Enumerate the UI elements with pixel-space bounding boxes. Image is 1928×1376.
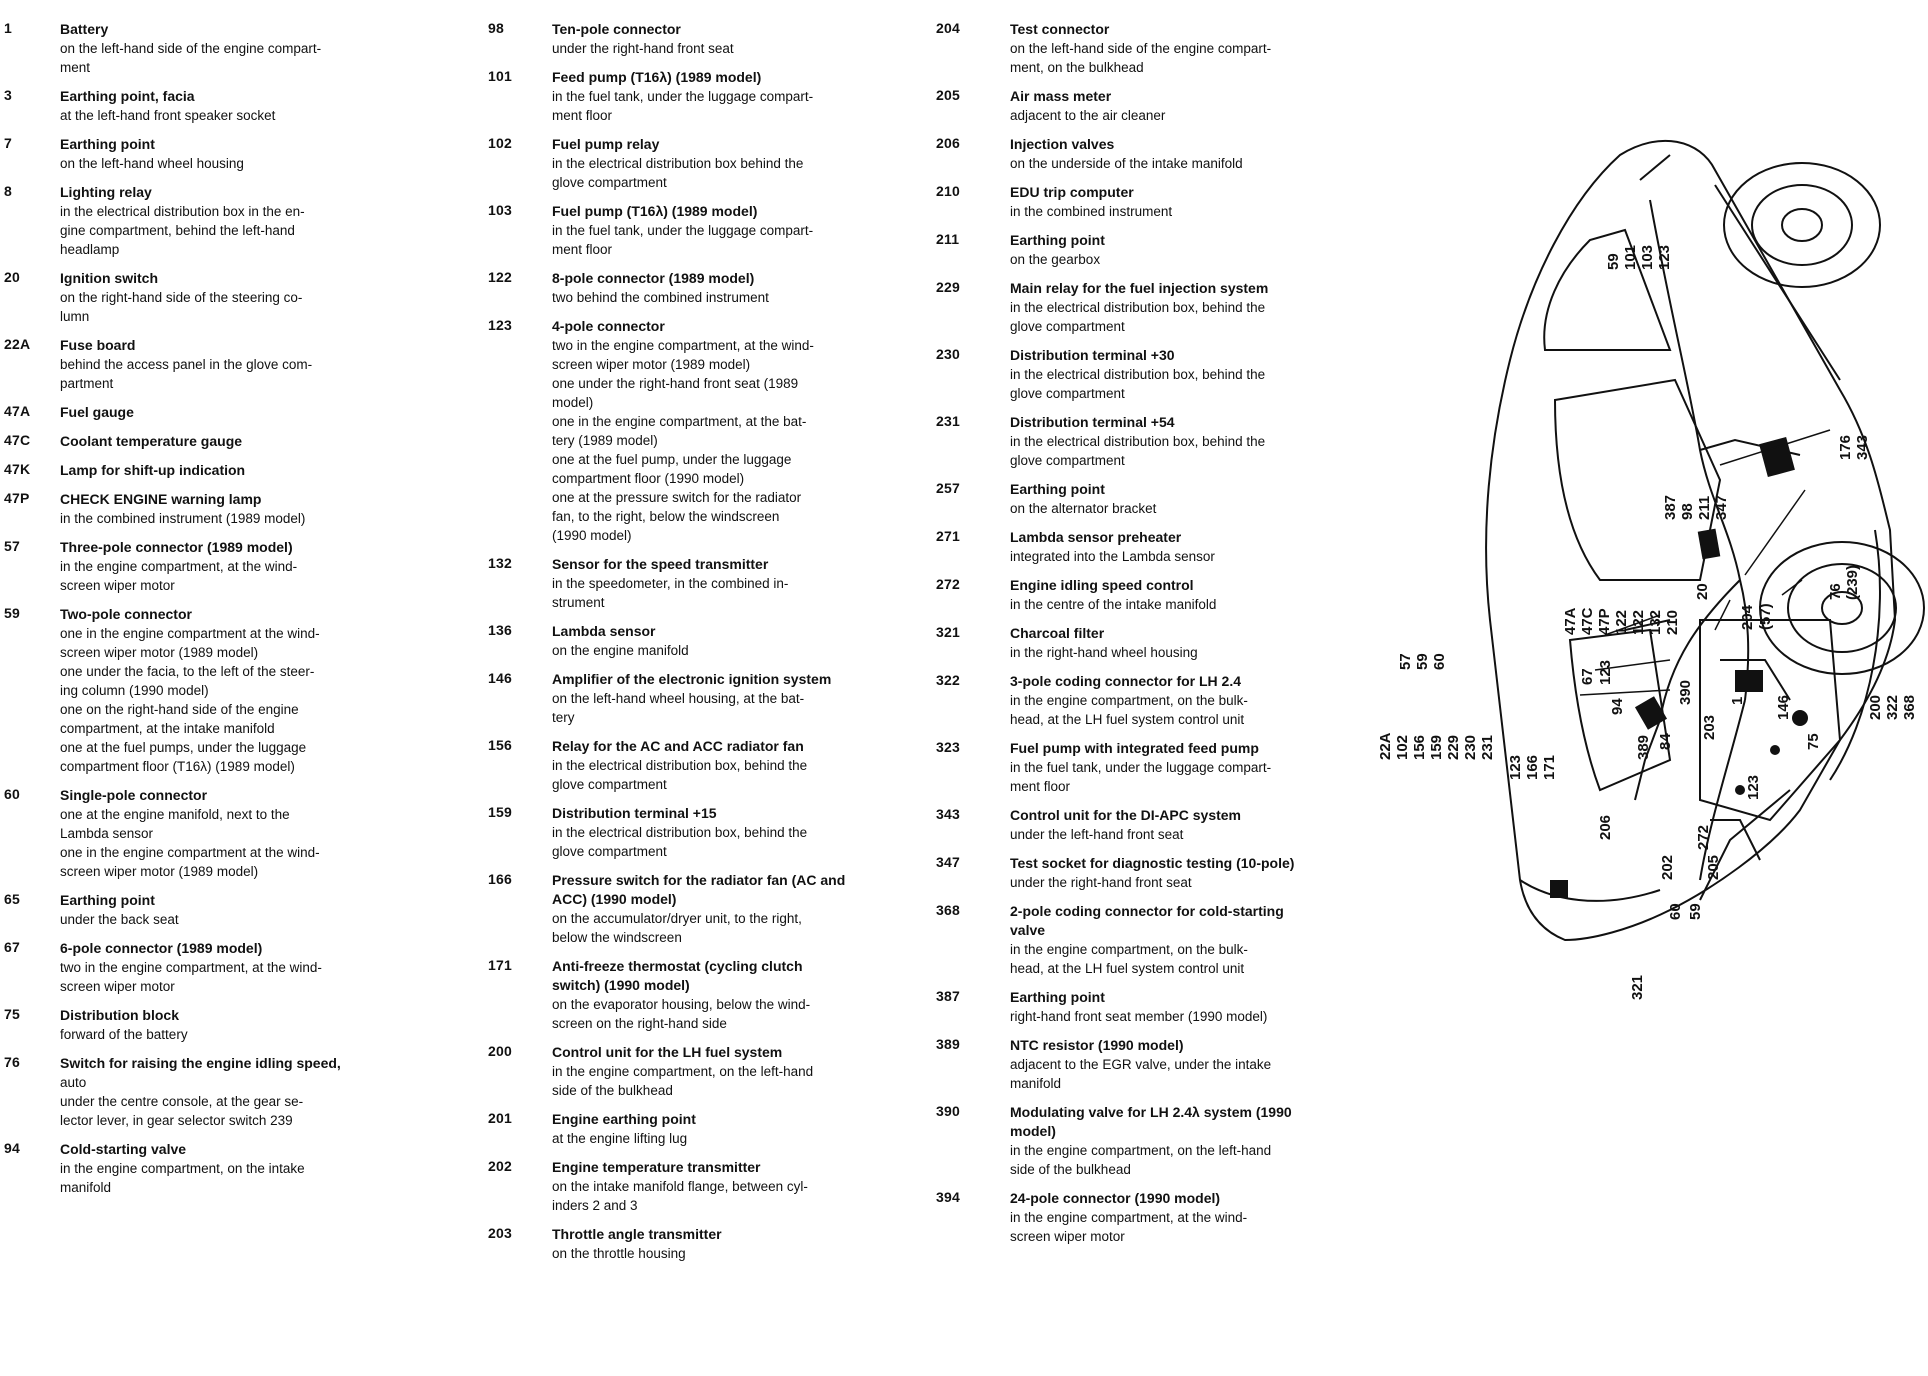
legend-entry-title: Feed pump (T16λ) (1989 model): [552, 69, 762, 85]
callout-label: 231: [1479, 734, 1496, 760]
legend-entry-title: Pressure switch for the radiator fan (AC and ACC) (1990 model): [552, 872, 846, 907]
label-390: 390: [1677, 679, 1694, 705]
legend-entry-location: on the engine manifold: [552, 643, 689, 658]
label-123c: 123: [1745, 774, 1762, 800]
legend-entry: [0, 183, 420, 259]
legend-entry-title: Fuse board: [60, 337, 136, 353]
legend-entry-location: adjacent to the EGR valve, under the intake manifold: [1010, 1057, 1272, 1091]
callout-label: 102: [1394, 734, 1411, 760]
legend-entry-number: 98: [488, 20, 504, 36]
legend-entry-title: Fuel pump with integrated feed pump: [1010, 740, 1259, 756]
legend-entry: [934, 413, 1364, 470]
legend-entry: [478, 1110, 908, 1148]
label-389: 389: [1635, 734, 1652, 760]
legend-entry-location: right-hand front seat member (1990 model): [1010, 1009, 1268, 1024]
legend-entry: [478, 317, 908, 545]
legend-entry-location: in the combined instrument: [1010, 204, 1173, 219]
legend-entry-title: Sensor for the speed transmitter: [552, 556, 769, 572]
legend-entry-location: integrated into the Lambda sensor: [1010, 549, 1215, 564]
legend-entry-title: Amplifier of the electronic ignition system: [552, 671, 832, 687]
callout-label: 211: [1696, 495, 1713, 520]
label-321: 321: [1629, 974, 1646, 1000]
legend-entry-title: Earthing point: [60, 136, 155, 152]
callout-label: 101: [1622, 244, 1639, 270]
legend-entry-location: in the right-hand wheel housing: [1010, 645, 1198, 660]
legend-entry: [934, 1103, 1364, 1179]
callout-label: 76: [1827, 583, 1844, 600]
legend-entry-title: 3-pole coding connector for LH 2.4: [1010, 673, 1242, 689]
legend-entry: [934, 346, 1364, 403]
callout-label: 171: [1541, 754, 1558, 780]
label-60b: 60: [1667, 903, 1684, 920]
legend-entry-title: Lighting relay: [60, 184, 152, 200]
legend-entry-title: Distribution terminal +15: [552, 805, 717, 821]
legend-entry-location: at the engine lifting lug: [552, 1131, 688, 1146]
legend-entry: [0, 538, 420, 595]
callout-label: 156: [1411, 734, 1428, 760]
callout-label: 22A: [1377, 732, 1394, 760]
label-57-paren: (57): [1757, 603, 1774, 630]
legend-entry-number: 205: [936, 87, 960, 103]
callout-label: 123: [1656, 244, 1673, 270]
label-205: 205: [1705, 854, 1722, 880]
legend-entry: [0, 605, 420, 776]
callout-label: 47A: [1562, 607, 1579, 635]
callout-label: 200: [1867, 694, 1884, 720]
car-wiring-location-diagram: [1370, 60, 1928, 1080]
legend-entry-location: in the engine compartment, on the bulk- head, at the LH fuel system control unit: [1010, 693, 1248, 727]
legend-entry: [478, 871, 908, 947]
legend-entry-location: in the electrical distribution box, behind the glove compartment: [1010, 300, 1266, 334]
car-outline-svg: [1370, 60, 1928, 1080]
legend-entry-location: in the engine compartment, at the wind- screen wiper motor: [1010, 1210, 1248, 1244]
legend-entry: [478, 20, 908, 58]
legend-entry-number: 389: [936, 1036, 960, 1052]
legend-entry-title: Lamp for shift-up indication: [60, 462, 246, 478]
legend-entry-location: on the left-hand wheel housing: [60, 156, 244, 171]
legend-entry-number: 257: [936, 480, 960, 496]
legend-entry: [0, 461, 420, 480]
legend-entry-location: on the underside of the intake manifold: [1010, 156, 1243, 171]
legend-entry-number: 211: [936, 231, 960, 247]
legend-entry-title: Main relay for the fuel injection system: [1010, 280, 1269, 296]
legend-entry-title: Switch for raising the engine idling speed,: [60, 1055, 341, 1071]
legend-entry-number: 390: [936, 1103, 960, 1119]
legend-entry-number: 94: [4, 1140, 20, 1156]
legend-entry-location: on the gearbox: [1010, 252, 1101, 267]
callout-label: 159: [1428, 734, 1445, 760]
legend-entry-title: Air mass meter: [1010, 88, 1112, 104]
label-group-123-166-171: [1507, 755, 1558, 780]
legend-entry-location: on the throttle housing: [552, 1246, 686, 1261]
legend-entry: [0, 87, 420, 125]
label-group-47a-210: [1562, 607, 1681, 635]
label-20: 20: [1694, 583, 1711, 600]
legend-entry-number: 3: [4, 87, 12, 103]
legend-entry-number: 20: [4, 269, 20, 285]
legend-entry-title: Battery: [60, 21, 109, 37]
callout-label: (239): [1844, 564, 1861, 600]
label-202: 202: [1659, 854, 1676, 880]
legend-entry-location: in the engine compartment, on the left-hand side of the bulkhead: [552, 1064, 814, 1098]
label-84: 84: [1657, 733, 1674, 750]
legend-entry: [0, 891, 420, 929]
label-206: 206: [1597, 814, 1614, 840]
legend-entry-title: Two-pole connector: [60, 606, 192, 622]
legend-entry: [934, 902, 1364, 978]
legend-entry: [478, 555, 908, 612]
label-204: 204: [1739, 604, 1756, 630]
callout-label: 47P: [1596, 608, 1613, 635]
legend-entry-number: 47P: [4, 490, 30, 506]
legend-entry-number: 210: [936, 183, 960, 199]
legend-entry-location: two in the engine compartment, at the wind- screen wiper motor (1989 model) one under the right-hand front seat (1989 model) one in the engine compartment, at the bat- tery (1989 model) one at the fuel pump, under the luggage compartment floor (1990 model) one at the pressure switch for the radiator fan, to the right, below the windscreen (1990 model): [552, 338, 814, 543]
legend-entry-location: in the fuel tank, under the luggage compart- ment floor: [552, 89, 814, 123]
legend-entry-number: 76: [4, 1054, 20, 1070]
legend-entry: [0, 1054, 420, 1130]
legend-entry-number: 203: [488, 1225, 512, 1241]
legend-entry-title: Throttle angle transmitter: [552, 1226, 722, 1242]
legend-entry-number: 202: [488, 1158, 512, 1174]
legend-entry-location: in the centre of the intake manifold: [1010, 597, 1217, 612]
legend-entry-title: Distribution block: [60, 1007, 179, 1023]
legend-entry-number: 347: [936, 854, 960, 870]
legend-entry-title: Lambda sensor preheater: [1010, 529, 1182, 545]
callout-label: 229: [1445, 734, 1462, 760]
legend-entry-title: Ignition switch: [60, 270, 158, 286]
legend-entry-location: on the left-hand side of the engine compart- ment, on the bulkhead: [1010, 41, 1272, 75]
callout-label: 59: [1605, 253, 1622, 270]
legend-entry-number: 159: [488, 804, 512, 820]
legend-entry-title: 24-pole connector (1990 model): [1010, 1190, 1221, 1206]
legend-entry-title: Fuel pump relay: [552, 136, 660, 152]
legend-entry: [934, 231, 1364, 269]
legend-entry: [478, 269, 908, 307]
legend-entry-title: Anti-freeze thermostat (cycling clutch switch) (1990 model): [552, 958, 803, 993]
legend-entry-location: one at the engine manifold, next to the Lambda sensor one in the engine compartment at the wind- screen wiper motor (1989 model): [60, 807, 320, 879]
legend-entry-number: 1: [4, 20, 12, 36]
legend-entry: [478, 737, 908, 794]
legend-entry-number: 146: [488, 670, 512, 686]
legend-entry-number: 59: [4, 605, 20, 621]
legend-entry-title: Test socket for diagnostic testing (10-pole): [1010, 855, 1295, 871]
legend-entry-number: 8: [4, 183, 12, 199]
legend-column-3: [934, 20, 1364, 1256]
legend-entry-title: Earthing point: [1010, 481, 1105, 497]
legend-entry-title: Single-pole connector: [60, 787, 208, 803]
legend-entry: [934, 988, 1364, 1026]
legend-entry-number: 122: [488, 269, 512, 285]
legend-entry-title: Injection valves: [1010, 136, 1115, 152]
legend-entry-title: Engine temperature transmitter: [552, 1159, 761, 1175]
legend-entry-location: behind the access panel in the glove com- partment: [60, 357, 313, 391]
legend-entry: [934, 135, 1364, 173]
legend-entry-title: Fuel gauge: [60, 404, 134, 420]
legend-entry-number: 102: [488, 135, 512, 151]
label-203: 203: [1701, 714, 1718, 740]
legend-entry-number: 136: [488, 622, 512, 638]
legend-entry: [478, 1225, 908, 1263]
legend-entry-title: Three-pole connector (1989 model): [60, 539, 293, 555]
legend-entry-title: 8-pole connector (1989 model): [552, 270, 755, 286]
label-group-387-347: [1662, 495, 1730, 520]
callout-label: 59: [1414, 653, 1431, 670]
legend-entry-title: Earthing point: [1010, 232, 1105, 248]
label-group-22a: [1377, 732, 1496, 760]
legend-entry: [934, 806, 1364, 844]
legend-entry-number: 323: [936, 739, 960, 755]
legend-entry-location: in the combined instrument (1989 model): [60, 511, 306, 526]
label-272: 272: [1695, 824, 1712, 850]
label-94: 94: [1609, 698, 1626, 715]
legend-entry-location: in the electrical distribution box, behind the glove compartment: [1010, 367, 1266, 401]
legend-entry-number: 230: [936, 346, 960, 362]
legend-entry-number: 103: [488, 202, 512, 218]
callout-label: 230: [1462, 734, 1479, 760]
legend-entry: [934, 183, 1364, 221]
legend-entry-number: 47K: [4, 461, 31, 477]
legend-entry-number: 171: [488, 957, 512, 973]
legend-entry: [934, 854, 1364, 892]
label-67: 67: [1579, 668, 1596, 685]
label-group-176-343: [1837, 435, 1871, 460]
legend-entry: [0, 432, 420, 451]
legend-entry-location: in the engine compartment, on the bulk- head, at the LH fuel system control unit: [1010, 942, 1248, 976]
legend-entry-location: at the left-hand front speaker socket: [60, 108, 276, 123]
legend-entry-location: in the electrical distribution box, behind the glove compartment: [1010, 434, 1266, 468]
legend-entry: [0, 269, 420, 326]
legend-entry-location: in the electrical distribution box, behind the glove compartment: [552, 758, 808, 792]
legend-entry-title: Engine idling speed control: [1010, 577, 1194, 593]
callout-label: 103: [1639, 244, 1656, 270]
legend-entry-title: Lambda sensor: [552, 623, 656, 639]
legend-entry-title: Earthing point, facia: [60, 88, 195, 104]
callout-label: 347: [1713, 494, 1730, 520]
legend-entry-number: 75: [4, 1006, 20, 1022]
legend-entry-number: 206: [936, 135, 960, 151]
legend-column-1: [0, 20, 420, 1207]
legend-entry: [478, 68, 908, 125]
legend-entry-location: in the engine compartment, at the wind- screen wiper motor: [60, 559, 298, 593]
legend-entry-title: Relay for the AC and ACC radiator fan: [552, 738, 804, 754]
callout-label: 57: [1397, 653, 1414, 670]
callout-label: 343: [1854, 434, 1871, 460]
legend-entry: [478, 135, 908, 192]
front-wheel: [1760, 542, 1924, 674]
legend-entry: [0, 336, 420, 393]
legend-entry: [0, 403, 420, 422]
legend-entry-title: 6-pole connector (1989 model): [60, 940, 263, 956]
legend-entry-location: under the back seat: [60, 912, 179, 927]
label-group-200-322-368: [1867, 695, 1918, 720]
legend-entry-title: NTC resistor (1990 model): [1010, 1037, 1184, 1053]
legend-entry-location: on the right-hand side of the steering co- lumn: [60, 290, 303, 324]
legend-entry-location: adjacent to the air cleaner: [1010, 108, 1166, 123]
label-123b: 123: [1597, 659, 1614, 685]
legend-entry: [934, 576, 1364, 614]
legend-entry: [478, 804, 908, 861]
legend-column-2: [478, 20, 908, 1273]
legend-entry-title: Cold-starting valve: [60, 1141, 187, 1157]
callout-label: 322: [1884, 694, 1901, 720]
legend-entry-number: 231: [936, 413, 960, 429]
legend-entry-title: Distribution terminal +54: [1010, 414, 1175, 430]
legend-entry-number: 7: [4, 135, 12, 151]
legend-entry: [934, 739, 1364, 796]
label-group-top: [1605, 245, 1673, 270]
legend-entry: [0, 1140, 420, 1197]
car-body: [1486, 141, 1895, 940]
legend-entry-number: 47A: [4, 403, 31, 419]
legend-entry-location: on the evaporator housing, below the wind- screen on the right-hand side: [552, 997, 811, 1031]
legend-entry-number: 67: [4, 939, 20, 955]
callout-label: 98: [1679, 503, 1696, 520]
legend-entry-number: 123: [488, 317, 512, 333]
callout-label: 368: [1901, 694, 1918, 720]
legend-entry-number: 22A: [4, 336, 31, 352]
legend-entry-location: on the accumulator/dryer unit, to the right, below the windscreen: [552, 911, 802, 945]
legend-entry: [0, 490, 420, 528]
legend-entry-number: 322: [936, 672, 960, 688]
legend-entry-number: 394: [936, 1189, 960, 1205]
legend-entry-number: 201: [488, 1110, 512, 1126]
legend-entry-title: Earthing point: [60, 892, 155, 908]
legend-entry-location: in the engine compartment, on the left-hand side of the bulkhead: [1010, 1143, 1272, 1177]
legend-entry-number: 229: [936, 279, 960, 295]
legend-entry-location: under the right-hand front seat: [552, 41, 734, 56]
legend-entry-title: EDU trip computer: [1010, 184, 1134, 200]
legend-entry-number: 132: [488, 555, 512, 571]
legend-entry: [0, 1006, 420, 1044]
legend-entry-location: in the speedometer, in the combined in- strument: [552, 576, 789, 610]
legend-entry-number: 387: [936, 988, 960, 1004]
legend-entry-number: 368: [936, 902, 960, 918]
callout-label: 387: [1662, 494, 1679, 520]
callout-label: 123: [1507, 754, 1524, 780]
legend-entry-location: in the engine compartment, on the intake manifold: [60, 1161, 305, 1195]
legend-entry: [934, 624, 1364, 662]
callout-label: 210: [1664, 609, 1681, 635]
legend-entry-number: 57: [4, 538, 20, 554]
legend-entry-location: in the fuel tank, under the luggage compart- ment floor: [1010, 760, 1272, 794]
legend-entry-number: 60: [4, 786, 20, 802]
legend-entry: [934, 480, 1364, 518]
legend-entry: [0, 939, 420, 996]
legend-entry-location: two behind the combined instrument: [552, 290, 769, 305]
legend-entry-number: 156: [488, 737, 512, 753]
callout-label: 122: [1630, 609, 1647, 635]
legend-entry: [934, 672, 1364, 729]
legend-entry: [478, 1043, 908, 1100]
callout-label: 176: [1837, 434, 1854, 460]
legend-entry-location: in the electrical distribution box in the en- gine compartment, behind the left-hand headlamp: [60, 204, 305, 257]
legend-entry-title: 2-pole coding connector for cold-starting valve: [1010, 903, 1284, 938]
legend-entry: [934, 1189, 1364, 1246]
legend-entry-title: Ten-pole connector: [552, 21, 681, 37]
legend-entry: [0, 786, 420, 881]
callout-label: 132: [1647, 609, 1664, 635]
label-146: 146: [1775, 694, 1792, 720]
legend-entry-location: forward of the battery: [60, 1027, 188, 1042]
legend-entry-title: Control unit for the LH fuel system: [552, 1044, 783, 1060]
legend-entry-location: under the right-hand front seat: [1010, 875, 1192, 890]
legend-entry-title: Coolant temperature gauge: [60, 433, 243, 449]
legend-entry-location: in the fuel tank, under the luggage compart- ment floor: [552, 223, 814, 257]
legend-entry-number: 200: [488, 1043, 512, 1059]
legend-entry: [934, 1036, 1364, 1093]
legend-entry-location: on the left-hand wheel housing, at the bat- tery: [552, 691, 805, 725]
legend-entry-location: in the electrical distribution box, behind the glove compartment: [552, 825, 808, 859]
label-group-57-59-60: [1397, 653, 1448, 670]
legend-entry-number: 343: [936, 806, 960, 822]
legend-entry-location: on the left-hand side of the engine compart- ment: [60, 41, 322, 75]
callout-label: 47C: [1579, 607, 1596, 635]
legend-entry-location: on the alternator bracket: [1010, 501, 1157, 516]
legend-entry: [0, 135, 420, 173]
legend-entry-title: Fuel pump (T16λ) (1989 model): [552, 203, 758, 219]
callout-label: 122: [1613, 609, 1630, 635]
legend-entry-title: Earthing point: [1010, 989, 1105, 1005]
legend-entry: [934, 528, 1364, 566]
legend-entry-title: Distribution terminal +30: [1010, 347, 1175, 363]
legend-entry-number: 271: [936, 528, 960, 544]
legend-entry-number: 65: [4, 891, 20, 907]
legend-entry: [478, 957, 908, 1033]
callout-label: 166: [1524, 754, 1541, 780]
label-75: 75: [1805, 733, 1822, 750]
legend-entry-title: Test connector: [1010, 21, 1110, 37]
legend-entry-number: 166: [488, 871, 512, 887]
label-group-76-239: [1827, 565, 1861, 600]
legend-entry-location: under the left-hand front seat: [1010, 827, 1184, 842]
legend-entry-location: one in the engine compartment at the wind- screen wiper motor (1989 model) one under the facia, to the left of the steer- ing column (1990 model) one on the right-hand side of the engine compartment, at the intake manifold one at the fuel pumps, under the luggage compartment floor (T16λ) (1989 model): [60, 626, 320, 774]
legend-entry-title: Charcoal filter: [1010, 625, 1105, 641]
legend-entry-number: 272: [936, 576, 960, 592]
legend-entry: [0, 20, 420, 77]
legend-entry-number: 47C: [4, 432, 31, 448]
legend-entry: [478, 670, 908, 727]
legend-entry-number: 204: [936, 20, 960, 36]
legend-entry-title: Control unit for the DI-APC system: [1010, 807, 1242, 823]
legend-entry-title: Engine earthing point: [552, 1111, 696, 1127]
legend-entry-location: two in the engine compartment, at the wind- screen wiper motor: [60, 960, 322, 994]
legend-entry-number: 321: [936, 624, 960, 640]
legend-entry: [478, 202, 908, 259]
legend-entry-location: auto under the centre console, at the gear se- lector lever, in gear selector switch 239: [60, 1075, 304, 1128]
legend-entry: [934, 279, 1364, 336]
label-59b: 59: [1687, 903, 1704, 920]
label-1: 1: [1729, 696, 1746, 705]
callout-label: 60: [1431, 653, 1448, 670]
legend-entry: [934, 87, 1364, 125]
legend-entry-title: Modulating valve for LH 2.4λ system (1990 model): [1010, 1104, 1292, 1139]
legend-entry-title: CHECK ENGINE warning lamp: [60, 491, 262, 507]
legend-entry-location: in the electrical distribution box behind the glove compartment: [552, 156, 804, 190]
legend-entry: [934, 20, 1364, 77]
legend-entry-number: 101: [488, 68, 512, 84]
legend-entry: [478, 1158, 908, 1215]
legend-entry-title: 4-pole connector: [552, 318, 665, 334]
legend-entry: [478, 622, 908, 660]
legend-entry-location: on the intake manifold flange, between cyl- inders 2 and 3: [552, 1179, 808, 1213]
